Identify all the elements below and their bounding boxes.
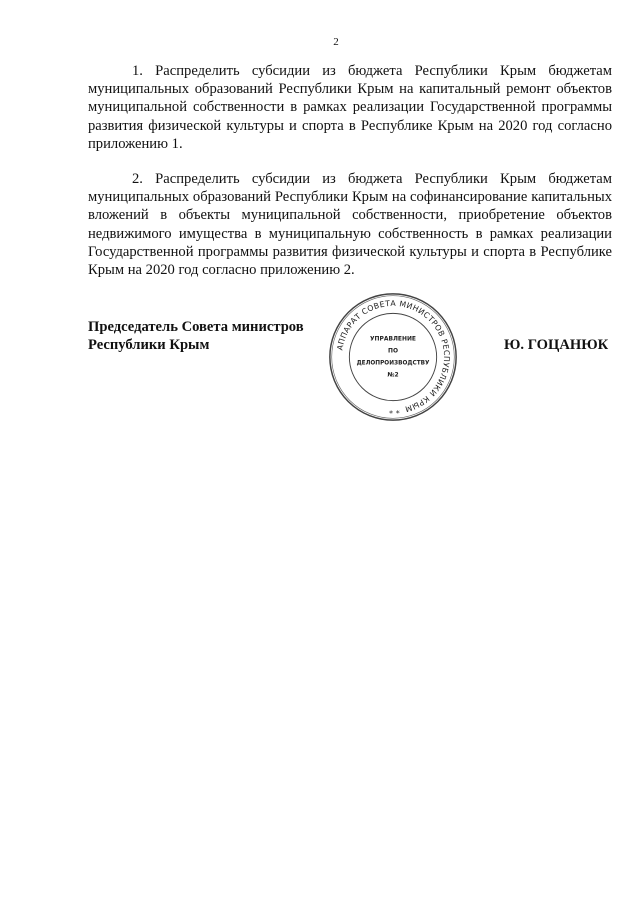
stamp-center-line-4: №2 — [387, 371, 399, 379]
stamp-center-line-3: ДЕЛОПРОИЗВОДСТВУ — [356, 360, 430, 367]
stamp-ring-text: АППАРАТ СОВЕТА МИНИСТРОВ РЕСПУБЛИКИ КРЫМ — [335, 298, 452, 414]
svg-text:АППАРАТ СОВЕТА МИНИСТРОВ РЕСПУ — [335, 299, 451, 414]
signatory-name: Ю. ГОЦАНЮК — [504, 337, 609, 353]
paragraph-1: 1. Распределить субсидии из бюджета Республики Крым бюджетам муниципальных образований Республики Крым на капитальный ремонт объектов муниципальной собственности в рамках реализации Государственной программы развития физической культуры и спорта в Республике Крым на 2020 год согласно приложению 1. — [88, 63, 612, 152]
stamp-stars: * * — [388, 405, 400, 416]
official-stamp — [328, 292, 458, 422]
page-number: 2 — [333, 36, 339, 48]
stamp-center-line-1: УПРАВЛЕНИЕ — [369, 335, 417, 343]
position-line-2: Республики Крым — [88, 337, 210, 353]
paragraph-2: 2. Распределить субсидии из бюджета Республики Крым бюджетам муниципальных образований Республики Крым на софинансирование капитальных вложений в объекты муниципальной собственности, приобретение объектов недвижимого имущества в муниципальную собственность в рамках реализации Государственной программы развития физической культуры и спорта в Республике Крым на 2020 год согласно приложению 2. — [88, 171, 612, 279]
svg-text:* * — [389, 406, 400, 415]
stamp-center-line-2: ПО — [387, 347, 399, 355]
position-line-1: Председатель Совета министров — [88, 319, 304, 335]
signatory-position — [88, 318, 304, 354]
